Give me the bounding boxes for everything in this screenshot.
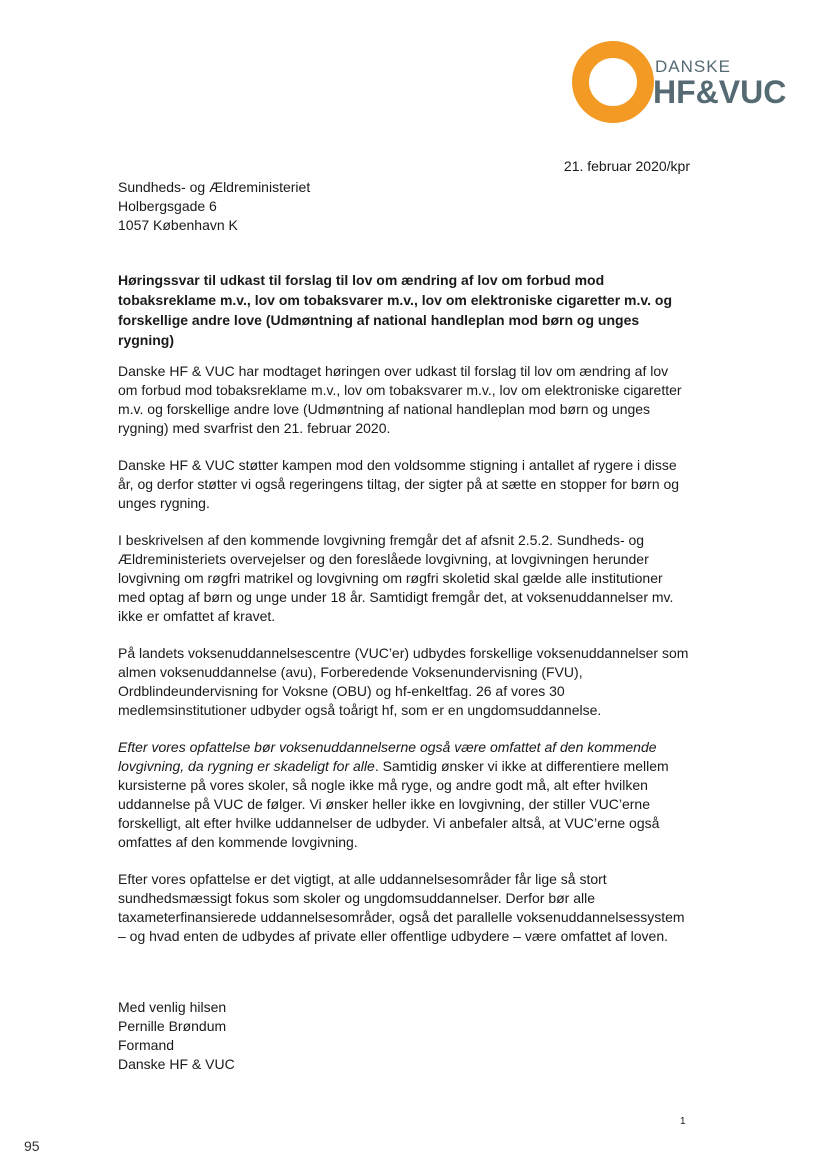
body-paragraph-1: Danske HF & VUC har modtaget høringen over udkast til forslag til lov om ændring af lov om forbud mod tobaksreklame m.v., lov om tobaksvarer m.v., lov om elektroniske cigaretter m.v. og forskellige andre love (Udmøntning af national handleplan mod børn og unges rygning) med svarfrist den 21. februar 2020. (118, 363, 682, 436)
signatory-name: Pernille Brøndum (118, 1018, 227, 1034)
letter-closing (118, 998, 235, 1074)
letter-body (118, 362, 690, 964)
body-paragraph-3: I beskrivelsen af den kommende lovgivning fremgår det af afsnit 2.5.2. Sundheds- og Ældreministeriets overvejelser og den foreslåede lovgivning, at lovgivningen herunder lovgivning om røgfri matrikel og lovgivning om røgfri skoletid skal gælde alle institutioner med optag af børn og unge under 18 år. Samtidigt fremgår det, at voksenuddannelser mv. ikke er omfattet af kravet. (118, 532, 674, 624)
logo-ring-icon (572, 41, 654, 123)
recipient-city: 1057 København K (118, 217, 238, 233)
recipient-street: Holbergsgade 6 (118, 198, 217, 214)
recipient-address (118, 178, 310, 235)
body-paragraph-6: Efter vores opfattelse er det vigtigt, at alle uddannelsesområder får lige så stort sundhedsmæssigt fokus som skoler og ungdomsuddannelser. Derfor bør alle taxameterfinansierede uddannelsesområder, også det parallelle voksenuddannelsessystem – og hvad enten de udbydes af private eller offentlige udbydere – være omfattet af loven. (118, 871, 685, 944)
body-paragraph-2: Danske HF & VUC støtter kampen mod den voldsomme stigning i antallet af rygere i disse år, og derfor støtter vi også regeringens tiltag, der sigter på at sætte en stopper for børn og unges rygning. (118, 457, 680, 511)
letter-date: 21. februar 2020/kpr (563, 158, 690, 174)
signatory-org: Danske HF & VUC (118, 1056, 235, 1072)
danske-hf-vuc-logo (568, 38, 808, 118)
logo-text-danske: DANSKE (655, 57, 731, 76)
letter-subject: Høringssvar til udkast til forslag til lov om ændring af lov om forbud mod tobaksreklame m.v., lov om tobaksvarer m.v., lov om elektroniske cigaretter m.v. og forskellige andre love (Udmøntning af national handleplan mod børn og unges rygning) (118, 272, 672, 348)
page-number: 1 (680, 1116, 686, 1127)
logo-text-hfvuc: HF&VUC (653, 74, 787, 110)
signatory-title: Formand (118, 1037, 175, 1053)
recipient-name: Sundheds- og Ældreministeriet (118, 179, 311, 195)
paragraph-5-rest: . Samtidig ønsker vi ikke at differentiere mellem kursisterne på vores skoler, så nogle ikke må ryge, og andre godt må, alt efter hvilken uddannelse på VUC de følger. Vi ønsker heller ikke en lovgivning, der stiller VUC’erne forskelligt, alt efter hvilke uddannelser de udbyder. Vi anbefaler altså, at VUC’erne også omfattes af den kommende lovgivning. (118, 758, 669, 850)
closing-greeting: Med venlig hilsen (118, 999, 227, 1015)
side-number: 95 (24, 1138, 40, 1154)
italic-statement: Efter vores opfattelse bør voksenuddannelserne også være omfattet af den kommende lovgivning, da rygning er skadeligt for alle (118, 739, 657, 774)
body-paragraph-5 (118, 738, 690, 852)
body-paragraph-4: På landets voksenuddannelsescentre (VUC’er) udbydes forskellige voksenuddannelser som almen voksenuddannelse (avu), Forberedende Voksenundervisning (FVU), Ordblindeundervisning for Voksne (OBU) og hf-enkeltfag. 26 af vores 30 medlemsinstitutioner udbyder også toårigt hf, som er en ungdomsuddannelse. (118, 645, 689, 718)
